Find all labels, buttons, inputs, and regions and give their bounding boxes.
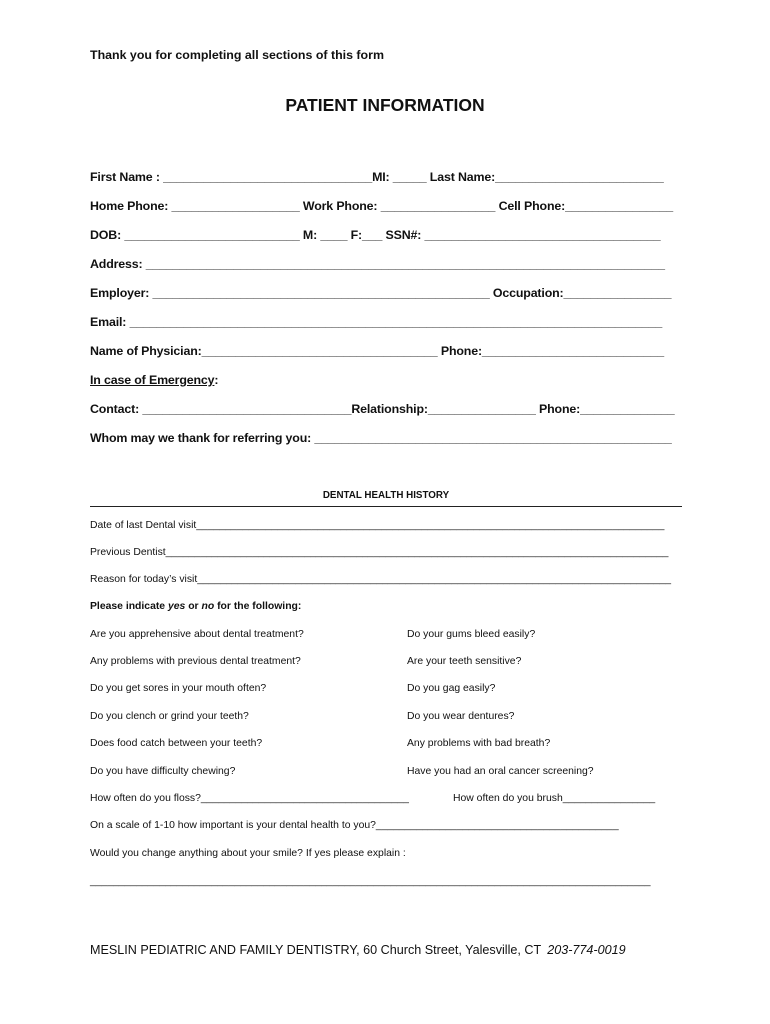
- referral-line[interactable]: Whom may we thank for referring you: _____________________________________________________: [90, 431, 672, 445]
- question-gag[interactable]: Do you gag easily?: [407, 683, 496, 694]
- practice-footer: [90, 943, 626, 957]
- address-line[interactable]: Address: _____________________________________________________________________________: [90, 257, 665, 271]
- question-gums-bleed[interactable]: Do your gums bleed easily?: [407, 629, 536, 640]
- question-bad-breath[interactable]: Any problems with bad breath?: [407, 738, 551, 749]
- smile-change-question: Would you change anything about your smile? If yes please explain :: [90, 848, 406, 859]
- importance-scale-line[interactable]: On a scale of 1-10 how important is your dental health to you?__________________________________________: [90, 820, 619, 831]
- last-dental-visit-line[interactable]: Date of last Dental visit_________________________________________________________________________________: [90, 520, 665, 531]
- visit-reason-line[interactable]: Reason for today’s visit__________________________________________________________________________________: [90, 574, 672, 585]
- emergency-contact-line[interactable]: Contact: _______________________________Relationship:________________ Phone:______________: [90, 402, 675, 416]
- email-line[interactable]: Email: _______________________________________________________________________________: [90, 315, 663, 329]
- question-chewing[interactable]: Do you have difficulty chewing?: [90, 766, 236, 777]
- emergency-heading-label: In case of Emergency: [90, 373, 215, 387]
- phone-numbers-line[interactable]: Home Phone: ___________________ Work Phone: _________________ Cell Phone:________________: [90, 199, 673, 213]
- section-divider: [90, 506, 682, 507]
- practice-address: MESLIN PEDIATRIC AND FAMILY DENTISTRY, 60 Church Street, Yalesville, CT: [90, 943, 542, 957]
- smile-change-answer-line[interactable]: _________________________________________________________________________________________________: [90, 876, 651, 887]
- instruction-prefix: Please indicate: [90, 601, 168, 612]
- emergency-heading-colon: :: [214, 373, 219, 387]
- dental-history-title: DENTAL HEALTH HISTORY: [322, 490, 450, 501]
- question-oral-cancer-screening[interactable]: Have you had an oral cancer screening?: [407, 766, 594, 777]
- physician-phone-line[interactable]: Name of Physician:___________________________________ Phone:___________________________: [90, 344, 664, 358]
- previous-dentist-line[interactable]: Previous Dentist_______________________________________________________________________________________: [90, 547, 669, 558]
- question-mouth-sores[interactable]: Do you get sores in your mouth often?: [90, 683, 267, 694]
- question-clench-grind[interactable]: Do you clench or grind your teeth?: [90, 711, 249, 722]
- brush-frequency-line[interactable]: How often do you brush________________: [453, 793, 656, 804]
- question-dentures[interactable]: Do you wear dentures?: [407, 711, 515, 722]
- yes-no-instruction: [90, 601, 301, 612]
- form-instruction: Thank you for completing all sections of this form: [90, 48, 384, 62]
- emergency-heading: [90, 373, 218, 387]
- question-food-catch[interactable]: Does food catch between your teeth?: [90, 738, 263, 749]
- floss-frequency-line[interactable]: How often do you floss?____________________________________: [90, 793, 409, 804]
- instruction-yes: yes: [167, 601, 186, 612]
- first-name-mi-last-name-line[interactable]: First Name : _______________________________MI: _____ Last Name:_________________________: [90, 170, 664, 184]
- question-teeth-sensitive[interactable]: Are your teeth sensitive?: [407, 656, 522, 667]
- page-title: PATIENT INFORMATION: [285, 95, 485, 115]
- instruction-no: no: [201, 601, 215, 612]
- question-apprehensive[interactable]: Are you apprehensive about dental treatment?: [90, 629, 304, 640]
- dob-sex-ssn-line[interactable]: DOB: __________________________ M: ____ F:___ SSN#: ___________________________________: [90, 228, 661, 242]
- instruction-mid: or: [185, 601, 202, 612]
- employer-occupation-line[interactable]: Employer: __________________________________________________ Occupation:________________: [90, 286, 672, 300]
- instruction-suffix: for the following:: [214, 601, 302, 612]
- practice-phone: 203-774-0019: [547, 943, 626, 957]
- question-previous-problems[interactable]: Any problems with previous dental treatment?: [90, 656, 301, 667]
